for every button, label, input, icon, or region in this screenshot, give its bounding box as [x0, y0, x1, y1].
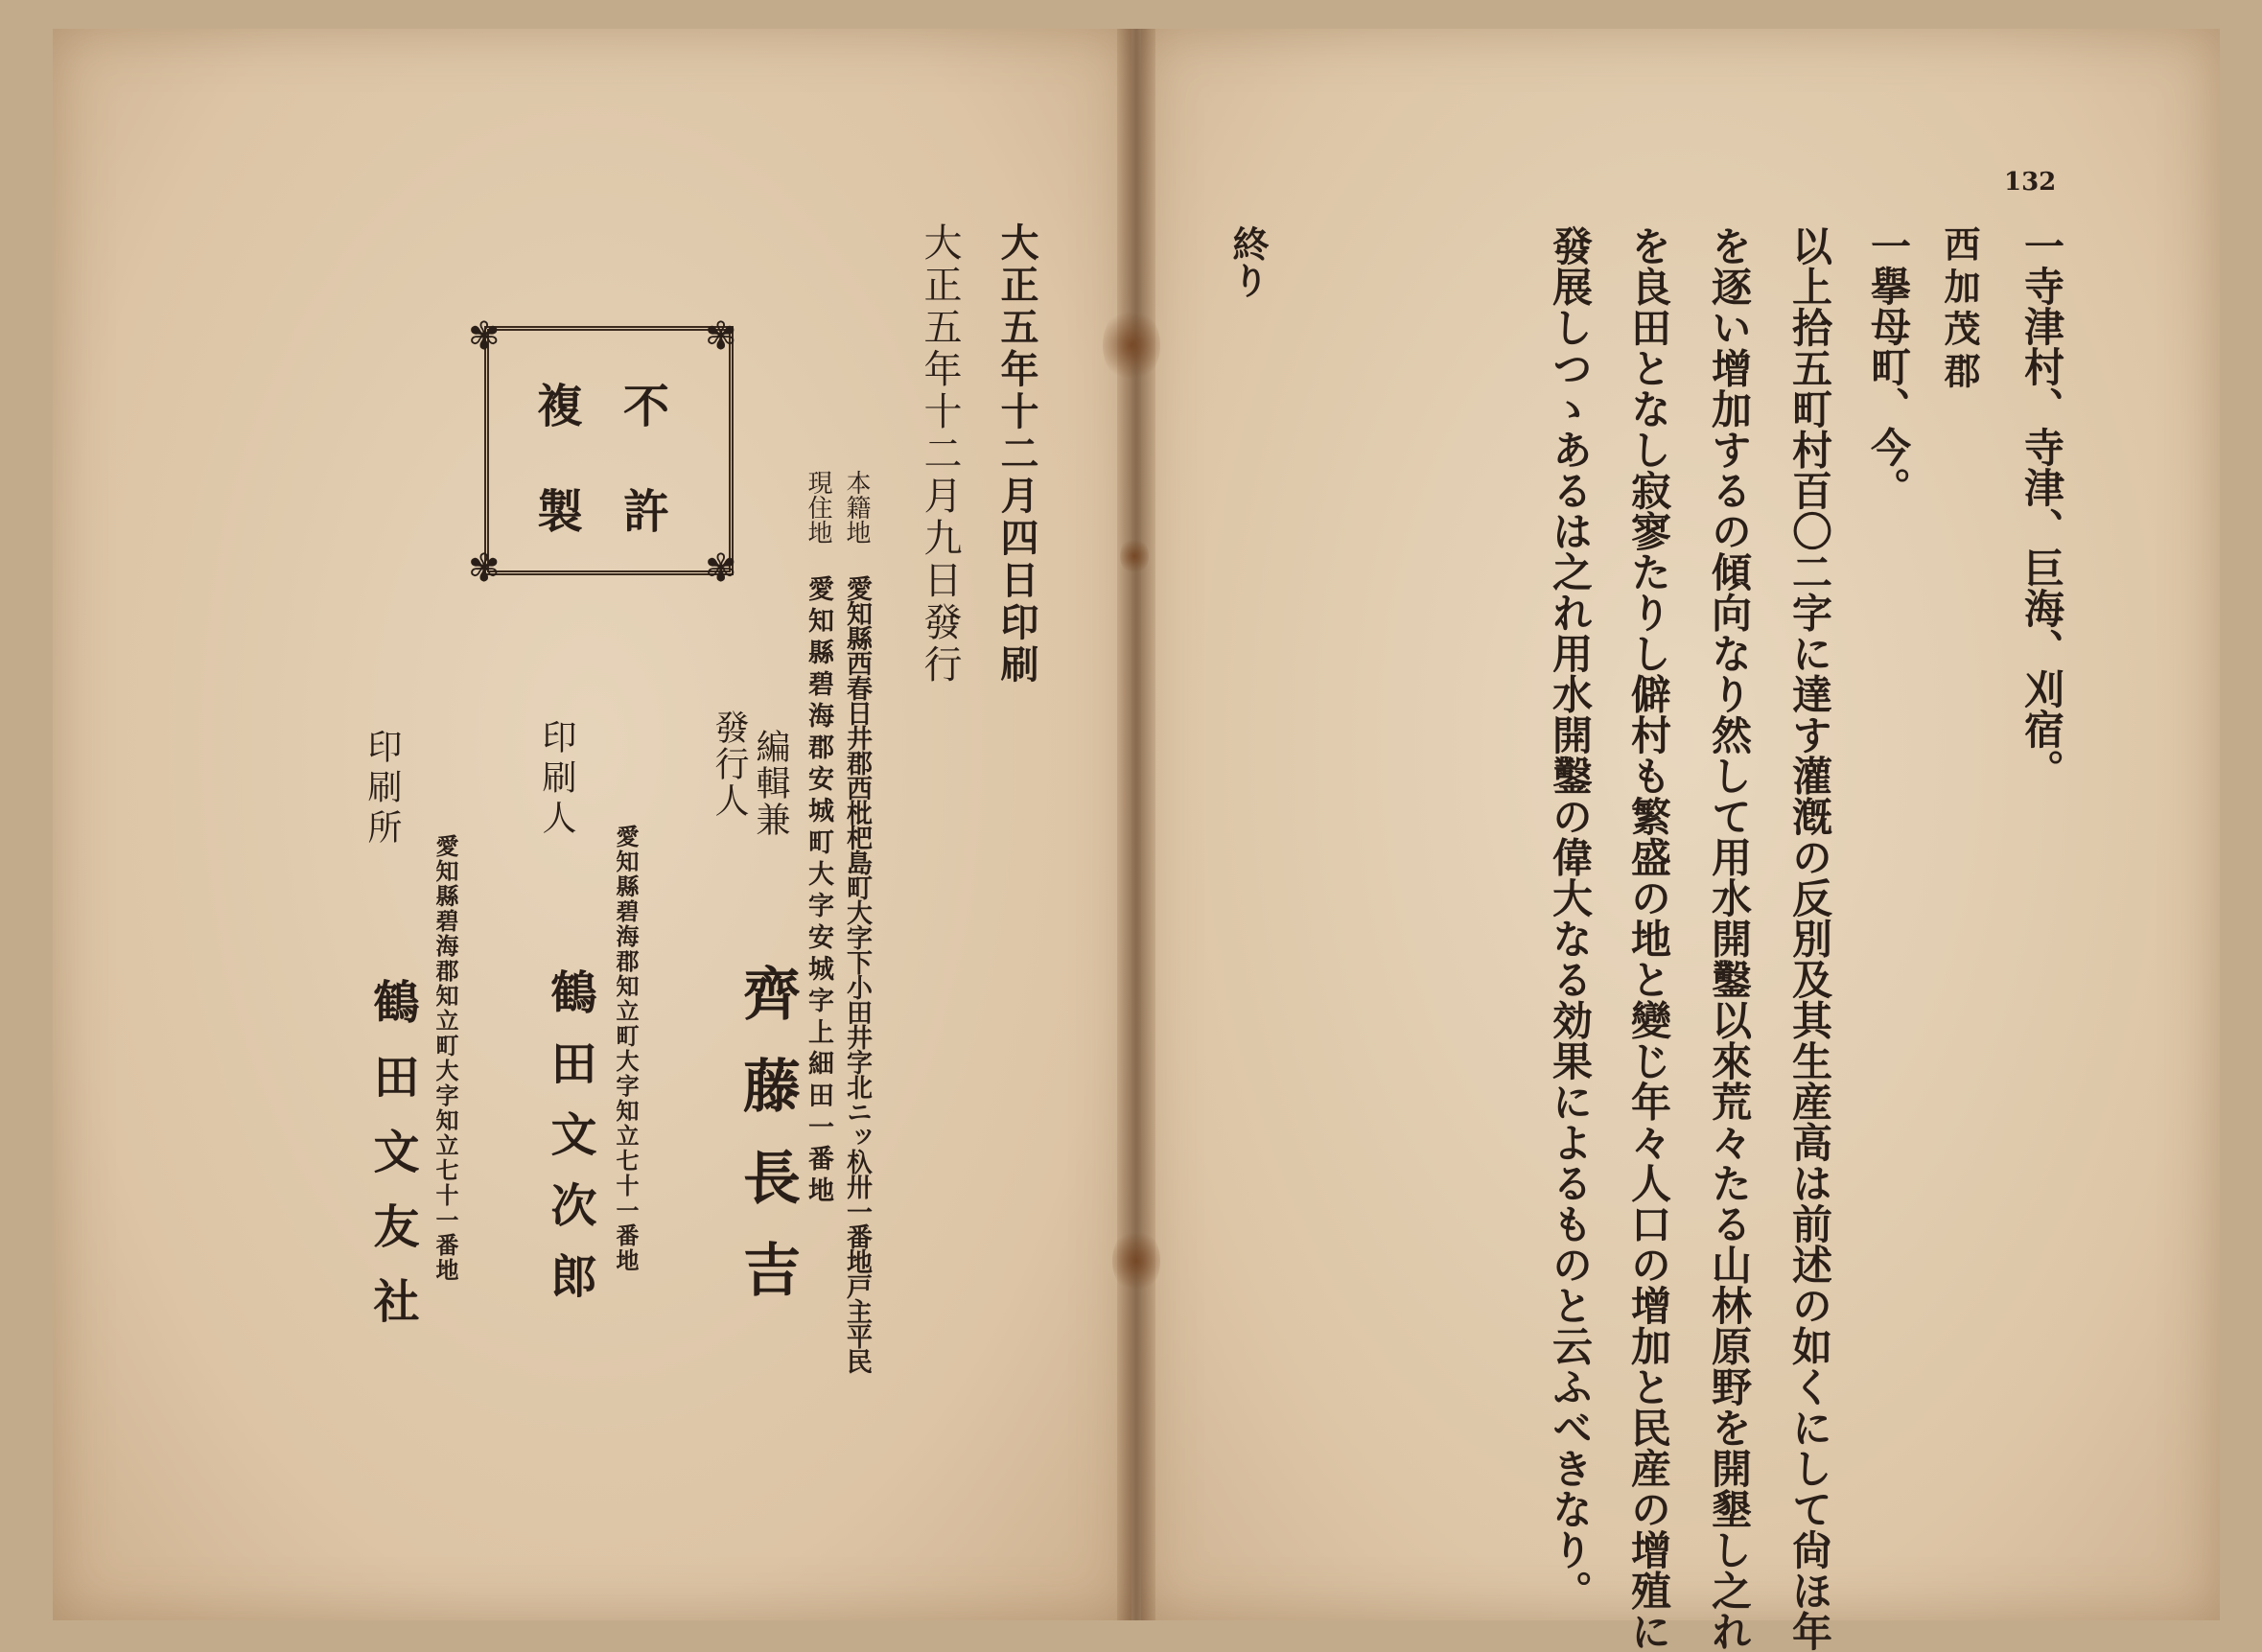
press-name: 鶴田文友社 [365, 978, 419, 1352]
left-page [53, 29, 1131, 1620]
stamp-char: 製 [537, 485, 584, 539]
honseki-value: 愛知縣西春日井郡西枇杷島町大字下小田井字北ニッ杁卅一番地戸主平民 [842, 575, 872, 1373]
press-label: 印刷所 [362, 729, 402, 849]
ornament-corner-icon: ✾ [468, 314, 501, 359]
stamp-char: 許 [623, 485, 670, 539]
honseki-label: 本籍地 [842, 470, 871, 545]
press-address: 愛知縣碧海郡知立町大字知立七十一番地 [431, 834, 459, 1283]
genjuu-value: 愛知縣碧海郡安城町大字安城字上細田一番地 [804, 575, 833, 1208]
ornament-corner-icon: ✾ [705, 314, 737, 359]
issue-date: 大正五年十二月九日發行 [918, 222, 962, 686]
text-column-7: 發展しつゝあるは之れ用水開鑿の偉大なる効果によるものと云ふべきなり。 [1547, 225, 1594, 1611]
stain [1103, 307, 1160, 384]
end-mark: 終り [1226, 225, 1270, 298]
stain [1112, 1227, 1160, 1294]
text-column-2: 西加茂郡 [1938, 225, 1981, 394]
printer-address: 愛知縣碧海郡知立町大字知立七十一番地 [612, 825, 640, 1273]
editor-label-2: 發行人 [710, 710, 749, 819]
editor-name: 齊藤長吉 [734, 964, 801, 1332]
stamp-char: 複 [537, 380, 584, 433]
print-date: 大正五年十二月四日印刷 [994, 222, 1039, 686]
text-column-1: 一寺津村、寺津、巨海、刈宿。 [2018, 225, 2065, 789]
genjuu-label: 現住地 [804, 470, 832, 545]
page-number: 132 [2004, 168, 2057, 197]
stain [1120, 537, 1149, 575]
ornament-corner-icon: ✾ [468, 547, 501, 591]
book-gutter [1117, 29, 1155, 1620]
copyright-stamp-frame [484, 326, 734, 575]
printer-name: 鶴田文次郎 [543, 968, 596, 1323]
stamp-char: 不 [623, 380, 670, 433]
ornament-corner-icon: ✾ [705, 547, 737, 591]
editor-label-1: 編輯兼 [751, 729, 790, 838]
printer-label: 印刷人 [537, 719, 576, 840]
text-column-4: 以上拾五町村百〇二字に達す灌漑の反別及其生産高は前述の如くにして尙ほ年 [1786, 225, 1833, 1652]
text-column-3: 一擧母町、今。 [1865, 225, 1912, 507]
text-column-5: を逐い增加するの傾向なり然して用水開鑿以來荒々たる山林原野を開墾し之れ [1706, 225, 1753, 1652]
text-column-6: を良田となし寂寥たりし僻村も繁盛の地と變じ年々人口の增加と民産の增殖に [1625, 225, 1672, 1652]
